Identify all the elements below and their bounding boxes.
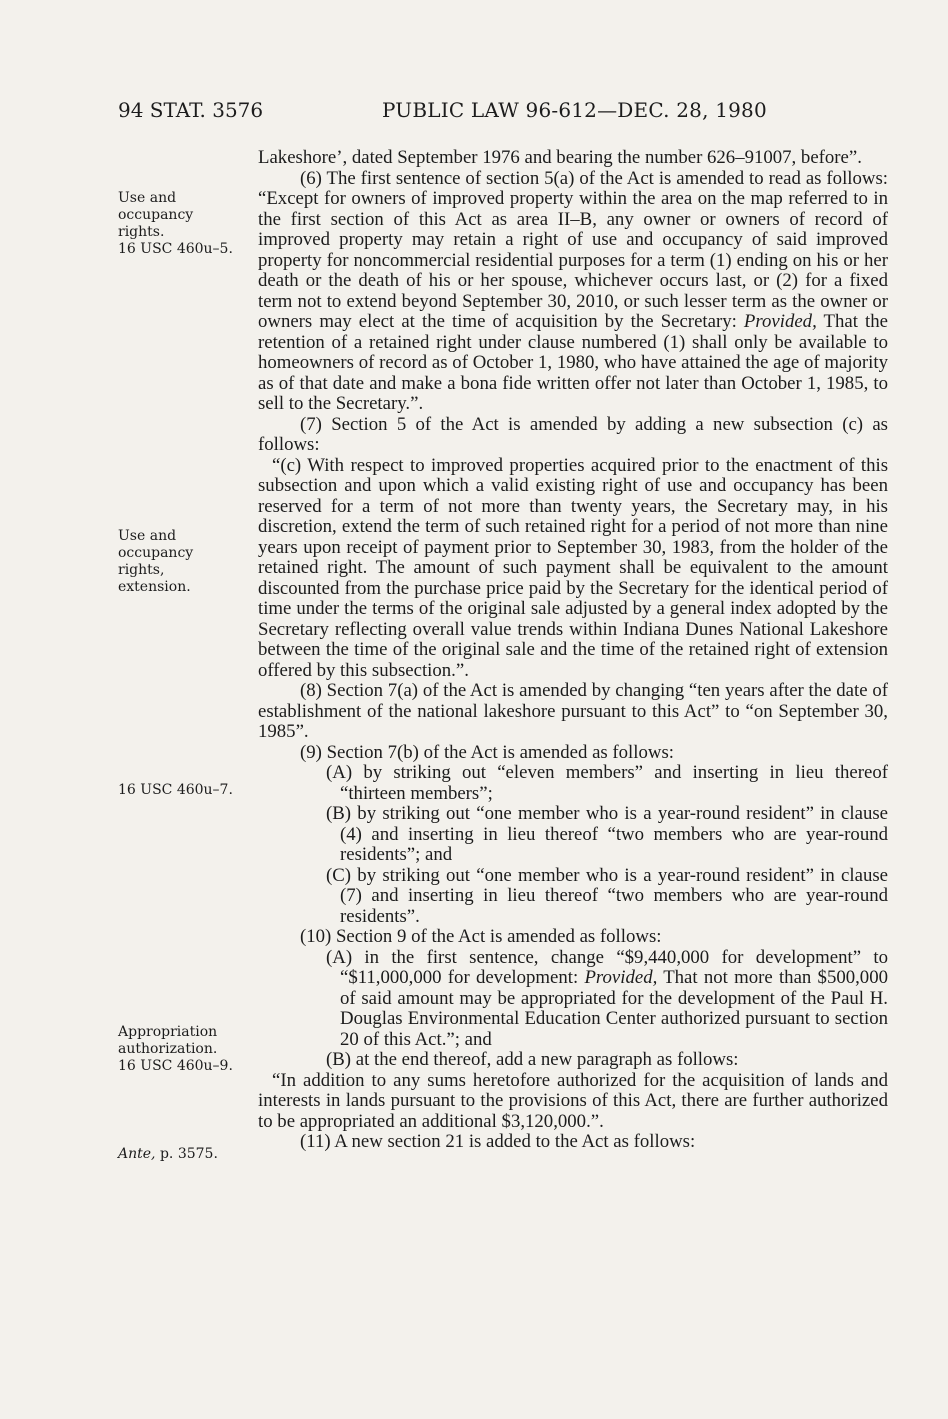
- statute-body: [258, 148, 888, 1153]
- margin-note-extension: Use and occupancy rights, extension.: [118, 528, 194, 595]
- paragraph-6: (6) The first sentence of section 5(a) of the Act is amended to read as follows: “Except for owners of improved property within the area on the map referred to in the first section of this Act as area II–B, any owner or owners of record of improved property may retain a right of use and occupancy of said improved property for noncommercial residential purposes for a term (1) ending on his or her death or the death of his or her spouse, whichever occurs last, or (2) for a fixed term not to extend beyond September 30, 2010, or such lesser term as the owner or owners may elect at the time of acquisition by the Secretary: Provided, That the retention of a retained right under clause numbered (1) shall only be available to homeowners of record as of October 1, 1980, who have attained the age of majority as of that date and make a bona fide written offer not later than October 1, 1985, to sell to the Secretary.”.: [258, 167, 888, 414]
- paragraph-9-a: (A) by striking out “eleven members” and inserting in lieu thereof “thirteen members”;: [326, 762, 888, 804]
- stat-page-number: 94 STAT. 3576: [118, 98, 264, 122]
- paragraph-continuation: Lakeshore’, dated September 1976 and bearing the number 626–91007, before”.: [258, 147, 862, 168]
- paragraph-10-b: (B) at the end thereof, add a new paragraph as follows:: [326, 1049, 739, 1070]
- paragraph-10-a: (A) in the first sentence, change “$9,440,000 for development” to “$11,000,000 for development: Provided, That not more than $500,000 of said amount may be appropriated for the development of the Paul H. Douglas Environmental Education Center authorized pursuant to section 20 of this Act.”; and: [326, 946, 888, 1050]
- paragraph-10-b-quote: “In addition to any sums heretofore authorized for the acquisition of lands and interests in lands pursuant to the provisions of this Act, there are further authorized to be appropriated an additional $3,120,000.”.: [258, 1069, 888, 1132]
- paragraph-7-subsection-c: “(c) With respect to improved properties acquired prior to the enactment of this subsection and upon which a valid existing right of use and occupancy has been reserved for a term of not more than twenty years, the Secretary may, in his discretion, extend the term of such retained right for a period of not more than nine years upon receipt of payment prior to September 30, 1983, from the holder of the retained right. The amount of such payment shall be equivalent to the amount discounted from the purchase price paid by the Secretary for the identical period of time under the terms of the original sale adjusted by a general index adopted by the Secretary reflecting overall value trends within Indiana Dunes National Lakeshore between the time of the original sale and the time of the retained right of extension offered by this subsection.”.: [258, 454, 888, 681]
- paragraph-8: (8) Section 7(a) of the Act is amended by changing “ten years after the date of establishment of the national lakeshore pursuant to this Act” to “on September 30, 1985”.: [258, 680, 888, 742]
- paragraph-11: (11) A new section 21 is added to the Act as follows:: [300, 1131, 696, 1152]
- margin-note-appropriation: Appropriation authorization. 16 USC 460u–9.: [118, 1024, 233, 1074]
- paragraph-7: (7) Section 5 of the Act is amended by adding a new subsection (c) as follows:: [258, 413, 888, 455]
- paragraph-10: (10) Section 9 of the Act is amended as follows:: [300, 926, 662, 947]
- paragraph-9-b: (B) by striking out “one member who is a year-round resident” in clause (4) and inserting in lieu thereof “two members who are year-round residents”; and: [326, 803, 888, 865]
- public-law-title: PUBLIC LAW 96-612—DEC. 28, 1980: [382, 98, 767, 122]
- page-header: [118, 98, 888, 138]
- margin-note-ante: Ante, p. 3575.: [118, 1146, 218, 1162]
- paragraph-9: (9) Section 7(b) of the Act is amended as follows:: [300, 741, 674, 763]
- margin-note-460u-7: 16 USC 460u–7.: [118, 782, 233, 798]
- margin-note-use-occupancy: Use and occupancy rights. 16 USC 460u–5.: [118, 190, 233, 257]
- paragraph-9-c: (C) by striking out “one member who is a year-round resident” in clause (7) and inserting in lieu thereof “two members who are year-round residents”.: [326, 864, 888, 927]
